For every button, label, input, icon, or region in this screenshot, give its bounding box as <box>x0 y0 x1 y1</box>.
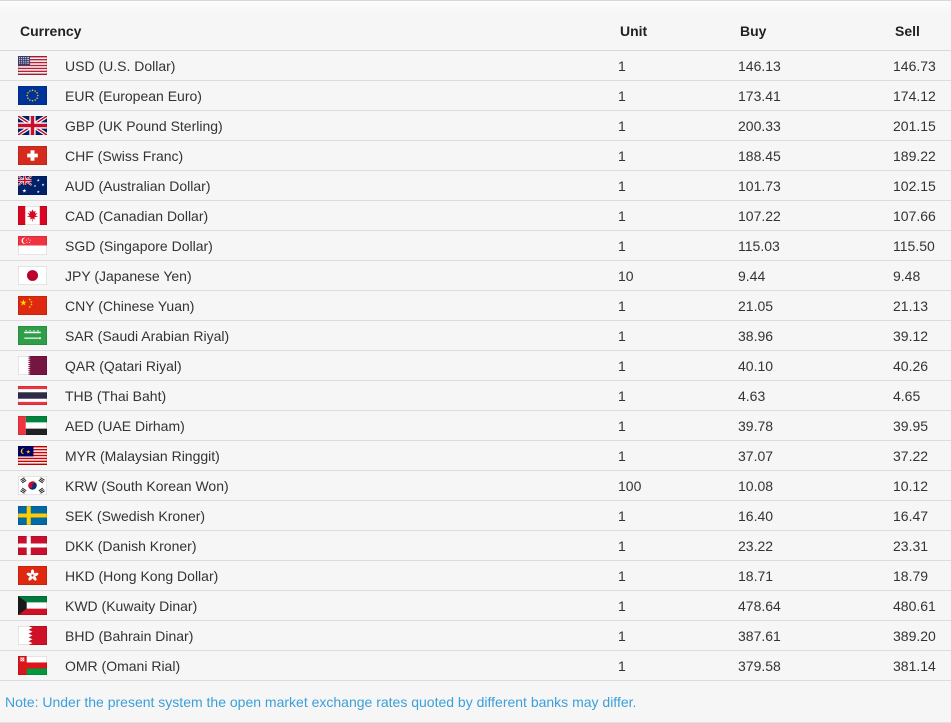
buy-rate: 16.40 <box>738 507 774 524</box>
unit-value: 1 <box>618 117 626 134</box>
sell-rate: 16.47 <box>893 507 929 524</box>
sell-rate: 389.20 <box>893 627 936 644</box>
svg-text:★: ★ <box>29 302 33 307</box>
disclaimer-note: Note: Under the present system the open market exchange rates quoted by different banks may differ. <box>5 694 637 710</box>
currency-name: AED (UAE Dirham) <box>65 417 185 434</box>
currency-name: GBP (UK Pound Sterling) <box>65 117 223 134</box>
sell-rate: 201.15 <box>893 117 936 134</box>
sell-rate: 480.61 <box>893 597 936 614</box>
unit-value: 100 <box>618 477 642 494</box>
buy-rate: 21.05 <box>738 297 774 314</box>
buy-rate: 101.73 <box>738 177 781 194</box>
column-header-currency: Currency <box>20 22 82 39</box>
dk-flag-icon <box>18 536 47 555</box>
table-row <box>0 141 951 171</box>
table-row <box>0 81 951 111</box>
buy-rate: 38.96 <box>738 327 774 344</box>
table-row <box>0 621 951 651</box>
table-row <box>0 351 951 381</box>
sell-rate: 40.26 <box>893 357 929 374</box>
buy-rate: 173.41 <box>738 87 781 104</box>
table-row <box>0 231 951 261</box>
kw-flag-icon <box>18 596 47 615</box>
table-row <box>0 651 951 681</box>
currency-name: USD (U.S. Dollar) <box>65 57 176 74</box>
column-header-buy: Buy <box>740 22 767 39</box>
sell-rate: 37.22 <box>893 447 929 464</box>
buy-rate: 4.63 <box>738 387 766 404</box>
sell-rate: 4.65 <box>893 387 921 404</box>
sell-rate: 39.12 <box>893 327 929 344</box>
au-flag-icon <box>18 176 47 195</box>
table-row <box>0 171 951 201</box>
table-row <box>0 321 951 351</box>
svg-text:★: ★ <box>28 297 32 302</box>
currency-name: SAR (Saudi Arabian Riyal) <box>65 327 230 344</box>
svg-text:★: ★ <box>41 183 45 187</box>
buy-rate: 23.22 <box>738 537 774 554</box>
currency-name: CHF (Swiss Franc) <box>65 147 184 164</box>
currency-name: JPY (Japanese Yen) <box>65 267 192 284</box>
buy-rate: 387.61 <box>738 627 781 644</box>
currency-name: QAR (Qatari Riyal) <box>65 357 182 374</box>
sell-rate: 189.22 <box>893 147 936 164</box>
unit-value: 1 <box>618 357 626 374</box>
cn-flag-icon <box>18 296 47 315</box>
table-row <box>0 561 951 591</box>
table-row <box>0 441 951 471</box>
gb-flag-icon <box>18 116 47 135</box>
table-row <box>0 591 951 621</box>
eu-flag-icon <box>18 86 47 105</box>
ae-flag-icon <box>18 416 47 435</box>
currency-name: MYR (Malaysian Ringgit) <box>65 447 220 464</box>
sell-rate: 174.12 <box>893 87 936 104</box>
sell-rate: 146.73 <box>893 57 936 74</box>
svg-text:★: ★ <box>36 178 40 183</box>
currency-name: CNY (Chinese Yuan) <box>65 297 195 314</box>
column-header-unit: Unit <box>620 22 648 39</box>
currency-name: OMR (Omani Rial) <box>65 657 181 674</box>
qa-flag-icon <box>18 356 47 375</box>
table-row <box>0 531 951 561</box>
svg-text:★: ★ <box>28 305 32 310</box>
table-row <box>0 471 951 501</box>
currency-name: THB (Thai Baht) <box>65 387 167 404</box>
se-flag-icon <box>18 506 47 525</box>
ch-flag-icon <box>18 146 47 165</box>
sell-rate: 21.13 <box>893 297 929 314</box>
my-flag-icon <box>18 446 47 465</box>
currency-name: HKD (Hong Kong Dollar) <box>65 567 219 584</box>
sg-flag-icon <box>18 236 47 255</box>
table-row <box>0 501 951 531</box>
sell-rate: 102.15 <box>893 177 936 194</box>
buy-rate: 37.07 <box>738 447 774 464</box>
unit-value: 1 <box>618 507 626 524</box>
bh-flag-icon <box>18 626 47 645</box>
unit-value: 1 <box>618 447 626 464</box>
unit-value: 1 <box>618 237 626 254</box>
ca-flag-icon <box>18 206 47 225</box>
hk-flag-icon <box>18 566 47 585</box>
svg-text:★: ★ <box>36 190 40 195</box>
currency-name: EUR (European Euro) <box>65 87 202 104</box>
unit-value: 1 <box>618 147 626 164</box>
table-row <box>0 261 951 291</box>
unit-value: 1 <box>618 597 626 614</box>
unit-value: 1 <box>618 657 626 674</box>
buy-rate: 188.45 <box>738 147 781 164</box>
currency-name: AUD (Australian Dollar) <box>65 177 211 194</box>
kr-flag-icon <box>18 476 47 495</box>
buy-rate: 10.08 <box>738 477 774 494</box>
sell-rate: 10.12 <box>893 477 929 494</box>
sell-rate: 107.66 <box>893 207 936 224</box>
table-body <box>0 51 951 681</box>
sell-rate: 18.79 <box>893 567 929 584</box>
sell-rate: 23.31 <box>893 537 929 554</box>
sell-rate: 381.14 <box>893 657 936 674</box>
unit-value: 1 <box>618 177 626 194</box>
buy-rate: 478.64 <box>738 597 781 614</box>
om-flag-icon <box>18 656 47 675</box>
currency-name: BHD (Bahrain Dinar) <box>65 627 194 644</box>
table-header <box>0 11 951 51</box>
sell-rate: 115.50 <box>893 237 935 254</box>
us-flag-icon <box>18 56 47 75</box>
buy-rate: 107.22 <box>738 207 781 224</box>
buy-rate: 9.44 <box>738 267 766 284</box>
svg-text:★: ★ <box>19 297 28 308</box>
buy-rate: 39.78 <box>738 417 774 434</box>
currency-name: DKK (Danish Kroner) <box>65 537 197 554</box>
currency-name: KWD (Kuwaity Dinar) <box>65 597 198 614</box>
unit-value: 1 <box>618 327 626 344</box>
table-row <box>0 411 951 441</box>
th-flag-icon <box>18 386 47 405</box>
svg-text:★: ★ <box>29 299 33 304</box>
unit-value: 1 <box>618 87 626 104</box>
unit-value: 10 <box>618 267 634 284</box>
buy-rate: 18.71 <box>738 567 774 584</box>
svg-text:★: ★ <box>22 188 27 195</box>
table-row <box>0 201 951 231</box>
table-row <box>0 51 951 81</box>
unit-value: 1 <box>618 57 626 74</box>
svg-text:★: ★ <box>33 183 37 188</box>
buy-rate: 379.58 <box>738 657 781 674</box>
unit-value: 1 <box>618 567 626 584</box>
table-row <box>0 381 951 411</box>
table-row <box>0 291 951 321</box>
unit-value: 1 <box>618 627 626 644</box>
currency-name: SEK (Swedish Kroner) <box>65 507 206 524</box>
currency-name: KRW (South Korean Won) <box>65 477 229 494</box>
column-header-sell: Sell <box>895 22 920 39</box>
buy-rate: 40.10 <box>738 357 774 374</box>
svg-text:★: ★ <box>25 449 31 456</box>
sell-rate: 39.95 <box>893 417 929 434</box>
jp-flag-icon <box>18 266 47 285</box>
sa-flag-icon <box>18 326 47 345</box>
table-row <box>0 111 951 141</box>
unit-value: 1 <box>618 297 626 314</box>
sell-rate: 9.48 <box>893 267 921 284</box>
unit-value: 1 <box>618 417 626 434</box>
currency-name: CAD (Canadian Dollar) <box>65 207 209 224</box>
buy-rate: 115.03 <box>738 237 780 254</box>
currency-name: SGD (Singapore Dollar) <box>65 237 213 254</box>
unit-value: 1 <box>618 207 626 224</box>
buy-rate: 146.13 <box>738 57 781 74</box>
unit-value: 1 <box>618 387 626 404</box>
buy-rate: 200.33 <box>738 117 781 134</box>
unit-value: 1 <box>618 537 626 554</box>
